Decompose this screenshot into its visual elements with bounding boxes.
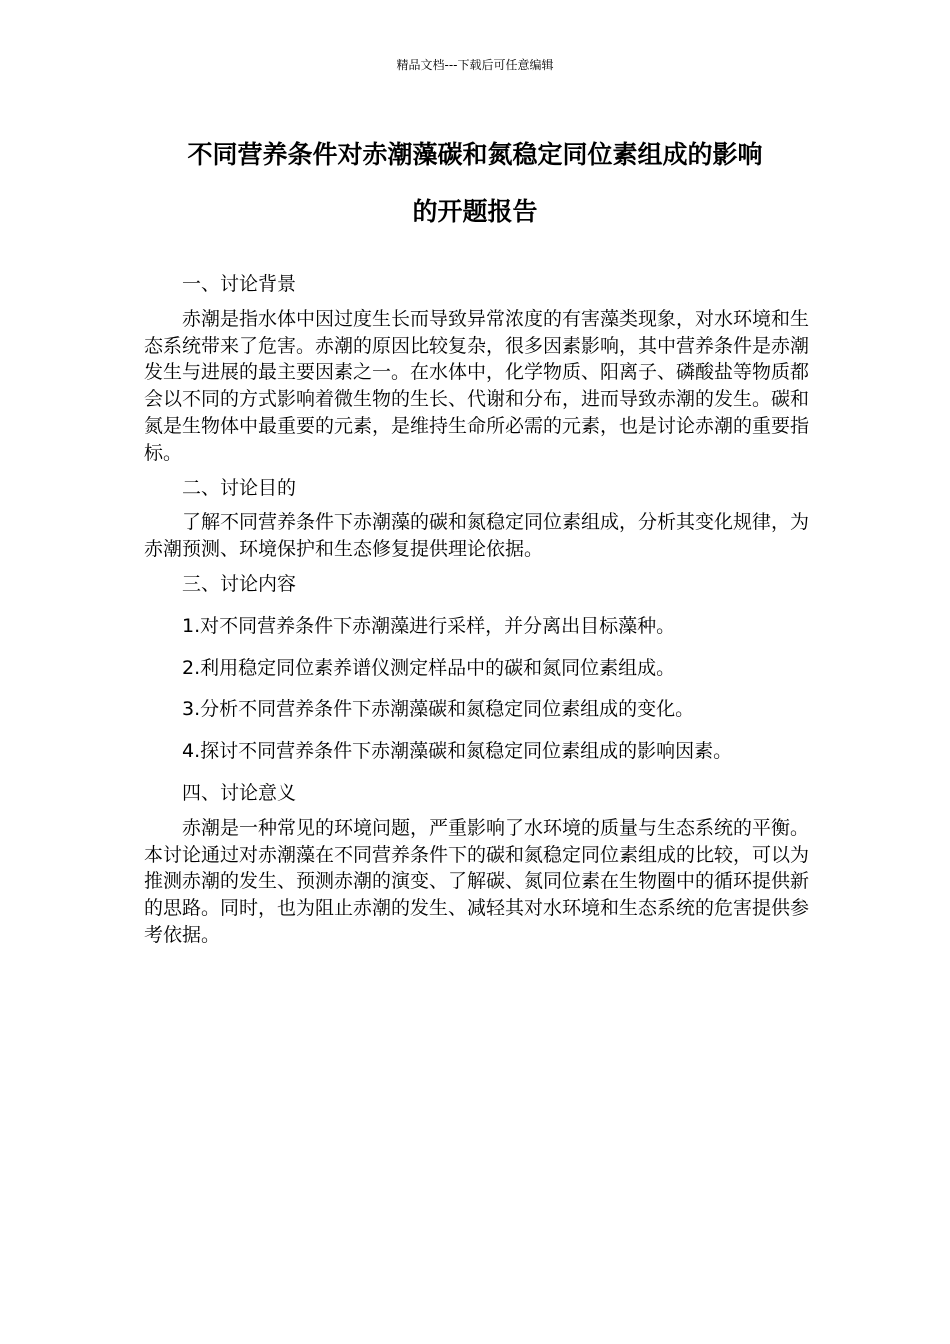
section-body-significance: 赤潮是一种常见的环境问题，严重影响了水环境的质量与生态系统的平衡。本讨论通过对赤潮藻在不同营养条件下的碳和氮稳定同位素组成的比较，可以为推测赤潮的发生、预测赤潮的演变、了解碳、氮同位素在生物圈中的循环提供新的思路。同时，也为阻止赤潮的发生、减轻其对水环境和生态系统的危害提供参考依据。: [144, 816, 810, 946]
section-heading-purpose: 二、讨论目的: [182, 476, 297, 499]
page-header: 精品文档---下载后可任意编辑: [396, 58, 554, 72]
section-heading-background: 一、讨论背景: [182, 273, 297, 295]
content-list-item-1: 1.对不同营养条件下赤潮藻进行采样，并分离出目标藻种。: [182, 614, 676, 637]
document-body: [144, 271, 810, 949]
document-title-line-2: 的开题报告: [412, 197, 538, 226]
content-list-item-4: 4.探讨不同营养条件下赤潮藻碳和氮稳定同位素组成的影响因素。: [182, 740, 733, 763]
content-list-item-3: 3.分析不同营养条件下赤潮藻碳和氮稳定同位素组成的变化。: [182, 698, 695, 721]
content-list-item-2: 2.利用稳定同位素养谱仪测定样品中的碳和氮同位素组成。: [182, 656, 676, 679]
section-heading-significance: 四、讨论意义: [182, 781, 297, 804]
document-title-line-1: 不同营养条件对赤潮藻碳和氮稳定同位素组成的影响: [187, 140, 763, 169]
section-body-purpose: 了解不同营养条件下赤潮藻的碳和氮稳定同位素组成，分析其变化规律，为赤潮预测、环境保护和生态修复提供理论依据。: [144, 511, 810, 561]
section-body-background: 赤潮是指水体中因过度生长而导致异常浓度的有害藻类现象，对水环境和生态系统带来了危害。赤潮的原因比较复杂，很多因素影响，其中营养条件是赤潮发生与进展的最主要因素之一。在水体中，化学物质、阳离子、磷酸盐等物质都会以不同的方式影响着微生物的生长、代谢和分布，进而导致赤潮的发生。碳和氮是生物体中最重要的元素，是维持生命所必需的元素，也是讨论赤潮的重要指标。: [144, 307, 810, 464]
section-heading-content: 三、讨论内容: [182, 572, 297, 595]
